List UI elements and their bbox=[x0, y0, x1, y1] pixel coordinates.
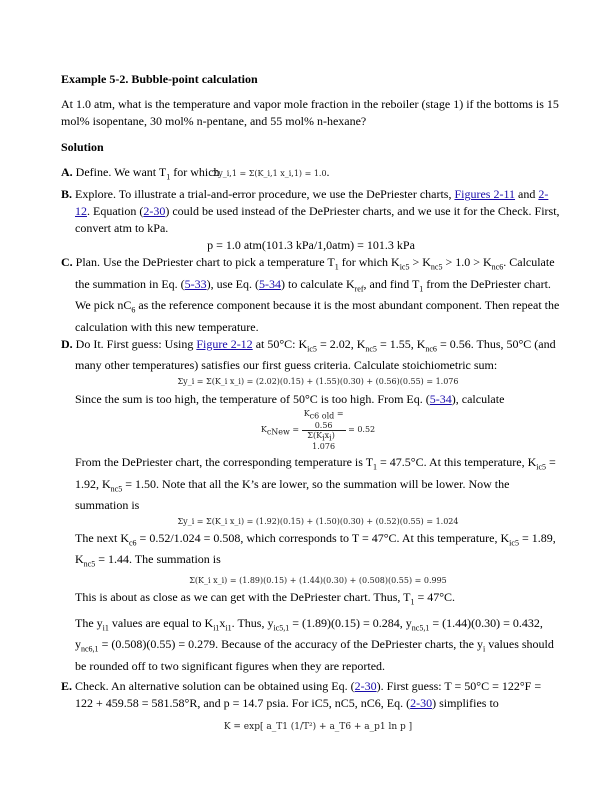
step-d: D. Do It. First guess: Using Figure 2-12 at 50°C: $K_{ic5} = 2.02$, $K_{nc5} = 1.55$, $K_{nc6} = 0.56$. Thus, 50°C (and many other temperatures) satisfies our first guess criteria. Calculate stoichiometric sum: bbox=[61, 336, 556, 372]
sum-equation-2: Σy_i = Σ(K_i x_i) = (1.92)(0.15) + (1.50)(0.30) + (0.52)(0.55) = 1.024 bbox=[177, 516, 459, 526]
link-2-30[interactable]: 2-30 bbox=[143, 204, 166, 219]
paragraph-second-guess: From the DePriester chart, the corresponding temperature is $T_1 = 47.5^\circ C$. At this temperature, $K_{ic5} = 1.92$, $K_{nc5} = 1.50$. Note that all the K’s are lower, so the summation will be lower. Now the summation is bbox=[75, 455, 556, 512]
step-a: A. Define. We want $T_1$ for which Σy_i,1 = Σ(K_i,1 x_i,1) = 1.0. bbox=[61, 165, 330, 182]
k-exp-equation: K = exp[ a_T1 (1/T²) + a_T6 + a_p1 ln p ] bbox=[223, 721, 413, 732]
link-figures-2-11[interactable]: Figures 2-11 bbox=[454, 187, 516, 202]
step-b: B. Explore. To illustrate a trial-and-error procedure, we use the DePriester charts, Figures 2-11 and 2-12. Equation (2-30) could be used instead of the DePriester charts, and we use it for the Check. First, convert atm to kPa. bbox=[61, 187, 560, 236]
example-title: Example 5-2. Bubble-point calculation bbox=[61, 72, 258, 86]
link-figure-2-12[interactable]: Figure 2-12 bbox=[196, 336, 253, 351]
paragraph-yi-values: The $y_{i1}$ values are equal to $K_{i1}x_{i1}$. Thus, $y_{ic5,1} = (1.89)(0.15) = 0.284$, $y_{nc5,1} = (1.44)(0.30) = 0.432$, $y_{nc6,1} = (0.508)(0.55) = 0.279$. Because of the accuracy of the DePriester charts, the $y_i$ values should be rounded off to two significant figures when they are reported. bbox=[75, 616, 554, 673]
solution-heading: Solution bbox=[61, 140, 104, 154]
step-e: E. Check. An alternative solution can be obtained using Eq. (2-30). First guess: T = 50°C = 122°F = 122 + 459.58 = 581.58°R, and p = 14.7 psia. For iC5, nC5, nC6, Eq. (2-30) simplifies to bbox=[61, 678, 542, 710]
sum-equation-3: Σ(K_i x_i) = (1.89)(0.15) + (1.44)(0.30) + (0.508)(0.55) = 0.995 bbox=[189, 575, 447, 585]
link-2-30-b[interactable]: 2-30 bbox=[354, 678, 377, 693]
knew-equation: $K_{cNew}$ = $K_{c6 old}$ = 0.56 $\Sigma(K_ix_i)$ 1.076 = 0.52 bbox=[260, 408, 376, 452]
paragraph-third-guess: The next $K_{c6} = 0.52/1.024 = 0.508$, which corresponds to T = 47°C. At this temperature, $K_{ic5} = 1.89$, $K_{nc5} = 1.44$. The summation is bbox=[75, 530, 556, 569]
link-5-33[interactable]: 5-33 bbox=[184, 276, 207, 291]
paragraph-conclusion: This is about as close as we can get with the DePriester chart. Thus, $T_1 = 47^\circ C$. bbox=[75, 589, 456, 607]
link-5-34[interactable]: 5-34 bbox=[258, 276, 281, 291]
document-page bbox=[61, 71, 561, 732]
step-c: C. Plan. Use the DePriester chart to pick a temperature $T_1$ for which $K_{ic5} > K_{nc5} > 1.0 > K_{nc6}$. Calculate the summation in Eq. (5-33), use Eq. (5-34) to calculate $K_{ref}$, and find $T_1$ from the DePriester chart. We pick $nC_6$ as the reference component because it is the most abundant component. Then repeat the calculation with this new temperature. bbox=[61, 255, 560, 334]
paragraph-too-high: Since the sum is too high, the temperature of 50°C is too high. From Eq. (5-34), calculate bbox=[75, 391, 505, 406]
question-paragraph: At 1.0 atm, what is the temperature and vapor mole fraction in the reboiler (stage 1) if the bottoms is 15 mol% isopentane, 30 mol% n-pentane, and 55 mol% n-hexane? bbox=[61, 97, 559, 128]
link-2-12[interactable]: 2-12 bbox=[75, 187, 549, 219]
link-2-30-c[interactable]: 2-30 bbox=[410, 695, 433, 710]
conversion-equation: p = 1.0 atm(101.3 kPa/1,0atm) = 101.3 kPa bbox=[207, 238, 415, 253]
equation-a: Σy_i,1 = Σ(K_i,1 x_i,1) = 1.0 bbox=[212, 168, 327, 178]
sum-equation-1: Σy_i = Σ(K_i x_i) = (2.02)(0.15) + (1.55)(0.30) + (0.56)(0.55) = 1.076 bbox=[177, 376, 459, 386]
link-5-34-b[interactable]: 5-34 bbox=[429, 391, 452, 406]
